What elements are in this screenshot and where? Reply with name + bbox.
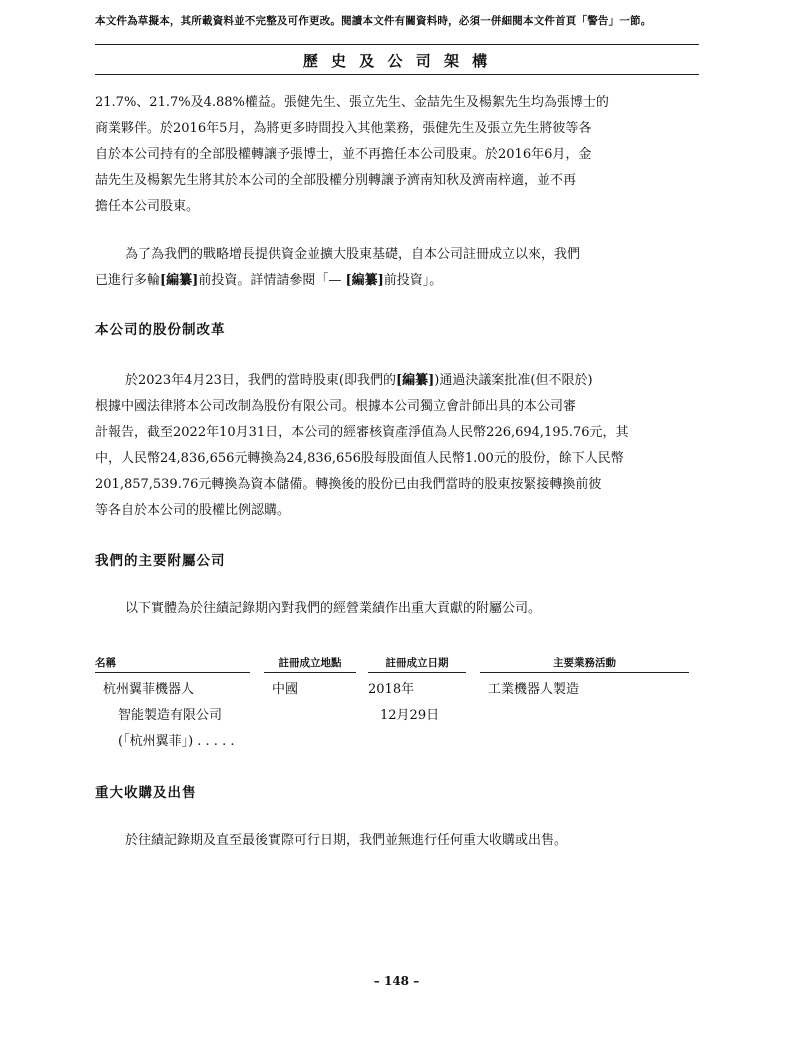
text-fragment: 前投資」。: [383, 273, 443, 288]
section-heading-reform: 本公司的股份制改革: [95, 322, 226, 338]
paragraph-acquisitions: [95, 828, 699, 854]
draft-warning: 本文件為草擬本，其所載資料並不完整及可作更改。閱讀本文件有關資料時，必須一併細閱本文件首頁「警告」一節。: [95, 15, 652, 27]
section-heading-acquisitions: 重大收購及出售: [95, 785, 197, 801]
text-line: 商業夥伴。於2016年5月，為將更多時間投入其他業務，張健先生及張立先生將彼等各: [95, 121, 592, 136]
text-line: 於往績記錄期及直至最後實際可行日期，我們並無進行任何重大收購或出售。: [125, 833, 568, 848]
subsidiary-activity: 工業機器人製造: [488, 682, 580, 697]
text-line: 為了為我們的戰略增長提供資金並擴大股東基礎，自本公司註冊成立以來，我們: [125, 247, 581, 262]
text-line: 根據中國法律將本公司改制為股份有限公司。根據本公司獨立會計師出具的本公司審: [95, 399, 577, 414]
text-line: 21.7%、21.7%及4.88%權益。張健先生、張立先生、金喆先生及楊絮先生均為張博士的: [95, 95, 609, 110]
header-rule-bottom: [95, 74, 699, 75]
paragraph-shareholders: [95, 90, 699, 220]
subsidiary-place: 中國: [272, 682, 299, 697]
paragraph-reform: [95, 368, 699, 524]
redacted-marker: [編纂]: [345, 273, 384, 288]
text-fragment: 已進行多輪: [95, 273, 161, 288]
chapter-title: 歷 史 及 公 司 架 構: [302, 52, 492, 70]
text-line: 自於本公司持有的全部股權轉讓予張博士，並不再擔任本公司股東。於2016年6月，金: [95, 147, 592, 162]
text-fragment: 於2023年4月23日，我們的當時股東(即我們的: [125, 373, 396, 388]
text-line: 喆先生及楊絮先生將其於本公司的全部股權分別轉讓予濟南知秋及濟南梓適，並不再: [95, 173, 577, 188]
paragraph-investments: [95, 242, 699, 294]
column-header-name: 名稱: [95, 655, 250, 673]
text-line: 以下實體為於往績記錄期內對我們的經營業績作出重大貢獻的附屬公司。: [125, 601, 542, 616]
subsidiary-name-line: 智能製造有限公司: [118, 708, 223, 723]
paragraph-subsidiaries-intro: [95, 596, 699, 622]
subsidiary-date: [368, 677, 439, 729]
text-line: 中，人民幣24,836,656元轉換為24,836,656股每股面值人民幣1.00元的股份，餘下人民幣: [95, 451, 624, 466]
text-line: 201,857,539.76元轉換為資本儲備。轉換後的股份已由我們當時的股東按緊接轉換前彼: [95, 477, 602, 492]
text-line: 計報告，截至2022年10月31日，本公司的經審核資產淨值為人民幣226,694,195.76元，其: [95, 425, 629, 440]
column-header-activity: 主要業務活動: [480, 655, 689, 673]
column-header-date: 註冊成立日期: [368, 655, 466, 673]
redacted-marker: [編纂]: [395, 373, 435, 388]
subsidiary-date-line: 2018年: [368, 682, 415, 697]
text-line: 擔任本公司股東。: [95, 199, 200, 214]
header-rule-top: [95, 44, 699, 45]
subsidiary-name-line: 杭州翼菲機器人: [103, 682, 195, 697]
section-heading-subsidiaries: 我們的主要附屬公司: [95, 553, 226, 569]
text-line: [95, 268, 699, 294]
text-line: [95, 368, 699, 394]
text-fragment: )通過決議案批准(但不限於): [434, 373, 593, 388]
text-line: 等各自於本公司的股權比例認購。: [95, 503, 291, 518]
text-fragment: 前投資。詳情請參閱「—: [198, 273, 346, 288]
page-number: – 148 –: [373, 974, 420, 988]
redacted-marker: [編纂]: [160, 273, 199, 288]
column-header-place: 註冊成立地點: [264, 655, 356, 673]
subsidiary-name-line: (「杭州翼菲」) . . . . .: [118, 734, 235, 749]
subsidiary-name: [103, 677, 234, 755]
subsidiary-date-line: 12月29日: [380, 708, 440, 723]
